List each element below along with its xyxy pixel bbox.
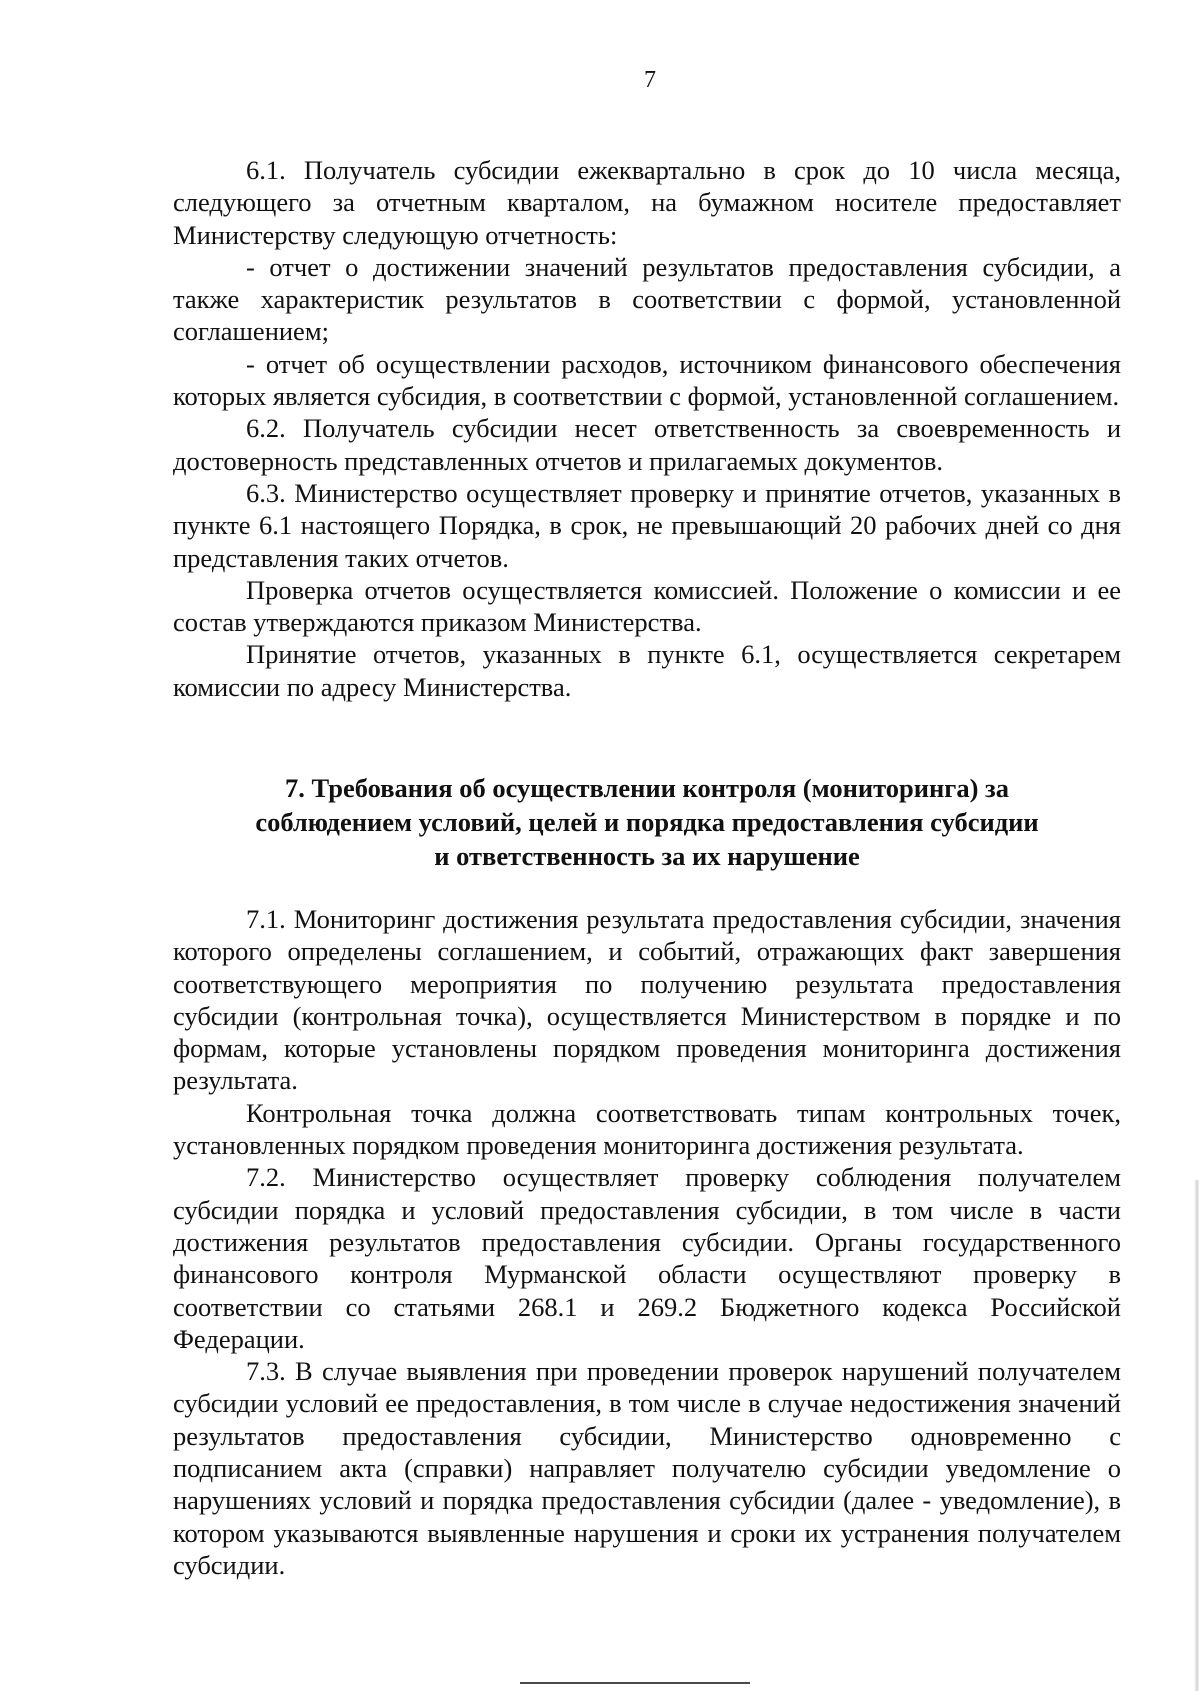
paragraph-7-1-control-point: Контрольная точка должна соответствовать типам контрольных точек, установленных порядком проведения мониторинга достижения результата. bbox=[173, 1097, 1121, 1161]
paragraph-6-1-item-1: - отчет о достижении значений результатов предоставления субсидии, а также характеристик результатов в соответствии с формой, установленной соглашением; bbox=[173, 251, 1121, 347]
section-7-body bbox=[173, 903, 1121, 1581]
paragraph-6-3: 6.3. Министерство осуществляет проверку и принятие отчетов, указанных в пункте 6.1 настоящего Порядка, в срок, не превышающий 20 рабочих дней со дня представления таких отчетов. bbox=[173, 477, 1121, 573]
page-number: 7 bbox=[644, 67, 656, 93]
paragraph-6-2: 6.2. Получатель субсидии несет ответственность за своевременность и достоверность представленных отчетов и прилагаемых документов. bbox=[173, 413, 1121, 476]
heading-line-2: соблюдением условий, целей и порядка предоставления субсидии bbox=[255, 807, 1039, 837]
paragraph-6-3-acceptance: Принятие отчетов, указанных в пункте 6.1, осуществляется секретарем комиссии по адресу Министерства. bbox=[173, 639, 1121, 702]
paragraph-6-1-item-2: - отчет об осуществлении расходов, источником финансового обеспечения которых является субсидия, в соответствии с формой, установленной соглашением. bbox=[173, 348, 1121, 412]
paragraph-7-1: 7.1. Мониторинг достижения результата предоставления субсидии, значения которого определены соглашением, и событий, отражающих факт завершения соответствующего мероприятия по получению результата предоставления субсидии (контрольная точка), осуществляется Министерством в порядке и по формам, которые установлены порядком проведения мониторинга достижения результата. bbox=[173, 904, 1121, 1096]
section-6-body bbox=[173, 154, 1121, 703]
scan-edge-shadow bbox=[1194, 1180, 1199, 1691]
paragraph-7-3: 7.3. В случае выявления при проведении проверок нарушений получателем субсидии условий ее предоставления, в том числе в случае недостижения значений результатов предоставления субсидии, Министерство одновременно с подписанием акта (справки) направляет получателю субсидии уведомление о нарушениях условий и порядка предоставления субсидии (далее - уведомление), в котором указываются выявленные нарушения и сроки их устранения получателем субсидии. bbox=[173, 1356, 1121, 1580]
paragraph-7-2: 7.2. Министерство осуществляет проверку соблюдения получателем субсидии порядка и условий предоставления субсидии, в том числе в части достижения результатов предоставления субсидии. Органы государственного финансового контроля Мурманской области осуществляют проверку в соответствии со статьями 268.1 и 269.2 Бюджетного кодекса Российской Федерации. bbox=[173, 1162, 1121, 1354]
section-7-heading bbox=[173, 771, 1121, 873]
heading-line-3: и ответственность за их нарушение bbox=[434, 841, 860, 871]
paragraph-6-3-commission: Проверка отчетов осуществляется комиссией. Положение о комиссии и ее состав утверждаются приказом Министерства. bbox=[173, 574, 1121, 638]
bottom-rule-line bbox=[520, 1682, 750, 1684]
paragraph-6-1: 6.1. Получатель субсидии ежеквартально в срок до 10 числа месяца, следующего за отчетным кварталом, на бумажном носителе предоставляет Министерству следующую отчетность: bbox=[173, 155, 1121, 250]
heading-line-1: 7. Требования об осуществлении контроля (мониторинга) за bbox=[285, 773, 1009, 803]
